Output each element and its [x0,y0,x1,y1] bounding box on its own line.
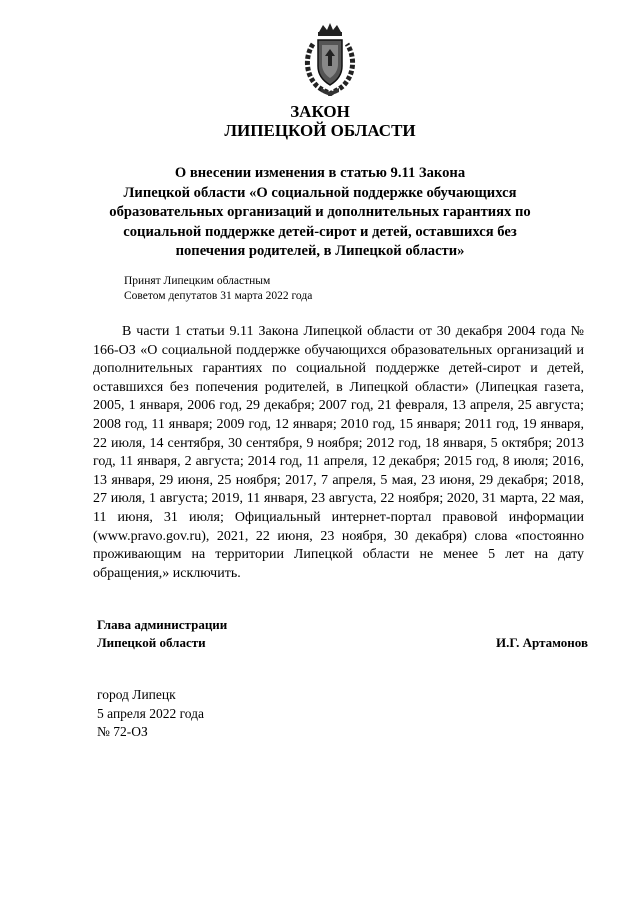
heading-line: О внесении изменения в статью 9.11 Закона [174,165,466,181]
signatory-title-line: Липецкой области [97,635,206,650]
signatory-title-line: Глава администрации [97,617,228,632]
signing-date: 5 апреля 2022 года [97,705,205,721]
heading-line: социальной поддержке детей-сирот и детей, оставшихся без [123,223,517,240]
adoption-note [124,274,312,304]
coat-of-arms-icon [299,22,361,96]
signatory-title [97,616,227,652]
region-title: ЛИПЕЦКОЙ ОБЛАСТИ [224,121,416,140]
heading-line: Липецкой области «О социальной поддержке обучающихся [123,184,517,201]
heading-line: образовательных организаций и дополнительных гарантиях по [109,204,531,220]
law-number: № 72-ОЗ [97,724,148,739]
document-type-title: ЗАКОН [290,102,350,121]
adoption-line: Принят Липецким областным [124,275,271,287]
place-date-number [97,686,204,742]
heading-line: попечения родителей, в Липецкой области» [175,243,465,259]
signatory-name: И.Г. Артамонов [495,635,588,650]
law-body-paragraph: В части 1 статьи 9.11 Закона Липецкой области от 30 декабря 2004 года № 166-ОЗ «О социальной поддержке обучающихся образовательных организаций и дополнительных гарантиях по социальной поддержке детей-сирот и детей, оставшихся без попечения родителей, в Липецкой области» (Липецкая газета, 2005, 1 января, 2006 год, 29 декабря; 2007 год, 21 февраля, 13 апреля, 25 августа; 2008 год, 11 января; 2009 год, 12 января; 2010 год, 15 января; 2011 год, 19 января, 22 июля, 14 сентября, 30 сентября, 9 ноября; 2012 год, 18 января, 5 октября; 2013 год, 11 января, 2 августа; 2014 год, 11 апреля, 12 декабря; 2015 год, 8 июля; 2016, 13 января, 29 июня, 25 ноября; 2017, 7 апреля, 5 мая, 23 июня, 29 декабря; 2018, 27 июля, 1 августа; 2019, 11 января, 23 августа, 22 ноября; 2020, 31 марта, 22 мая, 11 июня, 31 июля; Официальный интернет-портал правовой информации (www.pravo.gov.ru), 2021, 22 июня, 23 ноября, 30 декабря) слова «постоянно проживающим на территории Липецкой области не менее 5 лет на дату обращения,» исключить. [93,324,584,581]
law-heading [86,164,554,262]
city: город Липецк [97,687,176,702]
adoption-line: Советом депутатов 31 марта 2022 года [124,290,313,302]
